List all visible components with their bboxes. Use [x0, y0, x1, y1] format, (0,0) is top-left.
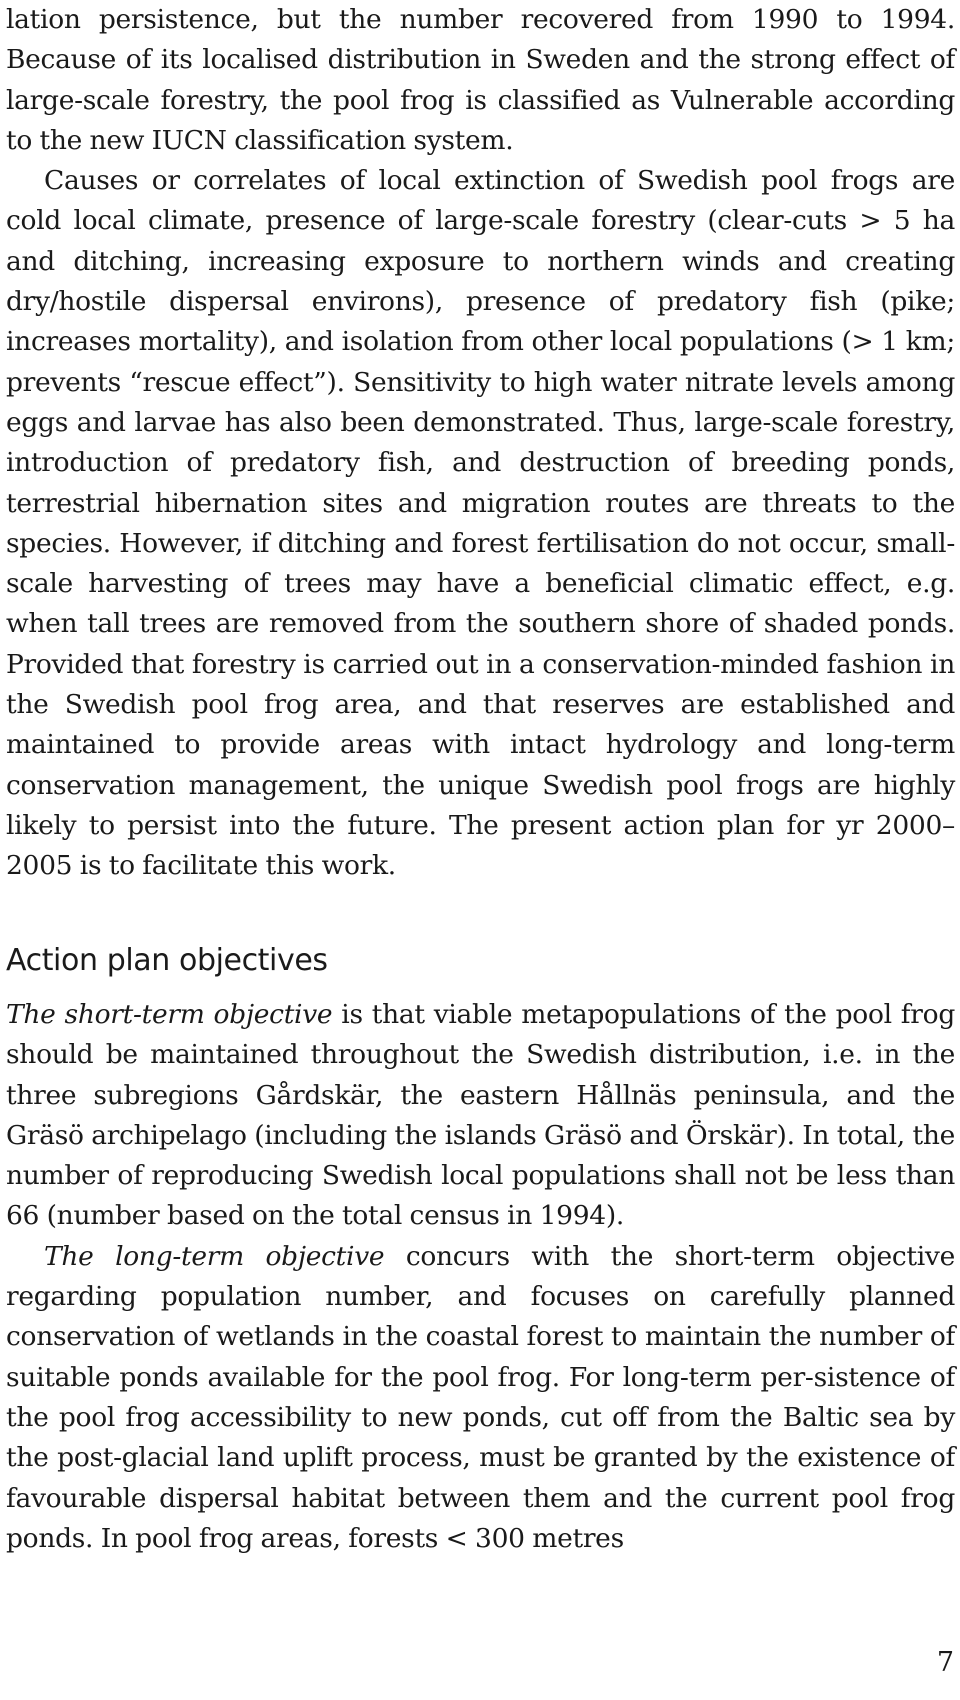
body-text-top — [6, 0, 955, 887]
body-text-objectives — [6, 995, 955, 1559]
page-number: 7 — [936, 1647, 954, 1678]
long-term-lead: The long-term objective — [44, 1240, 385, 1272]
paragraph-continuation: lation persistence, but the number recovered from 1990 to 1994. Because of its localised distribution in Sweden and the strong effect of large-scale forestry, the pool frog is classified as Vulnerable according to the new IUCN classification system. — [6, 4, 955, 156]
section-heading: Action plan objectives — [6, 943, 328, 978]
paragraph-causes: Causes or correlates of local extinction of Swedish pool frogs are cold local climate, presence of large-scale forestry (clear-cuts > 5 ha and ditching, increasing exposure to northern winds and creating dry/hostile dispersal environs), presence of predatory fish (pike; increases mortality), and isolation from other local populations (> 1 km; prevents “rescue effect”). Sensitivity to high water nitrate levels among eggs and larvae has also been demonstrated. Thus, large-scale forestry, introduction of predatory fish, and destruction of breeding ponds, terrestrial hibernation sites and migration routes are threats to the species. However, if ditching and forest fertilisation do not occur, small-scale harvesting of trees may have a beneficial climatic effect, e.g. when tall trees are removed from the southern shore of shaded ponds. Provided that forestry is carried out in a conservation-minded fashion in the Swedish pool frog area, and that reserves are established and maintained to provide areas with intact hydrology and long-term conservation management, the unique Swedish pool frogs are highly likely to persist into the future. The present action plan for yr 2000–2005 is to facilitate this work. — [6, 165, 955, 882]
paragraph-short-term-objective — [6, 995, 955, 1237]
long-term-text: concurs with the short-term objective regarding population number, and focuses on carefully planned conservation of wetlands in the coastal forest to maintain the number of suitable ponds available for the pool frog. For long-term per-sistence of the pool frog accessibility to new ponds, cut off from the Baltic sea by the post-glacial land uplift process, must be granted by the existence of favourable dispersal habitat between them and the current pool frog ponds. In pool frog areas, forests < 300 metres — [6, 1240, 955, 1554]
paragraph-long-term-objective — [6, 1237, 955, 1559]
short-term-text: is that viable metapopulations of the pool frog should be maintained throughout the Swedish distribution, i.e. in the three subregions Gårdskär, the eastern Hållnäs peninsula, and the Gräsö archipelago (including the islands Gräsö and Örskär). In total, the number of reproducing Swedish local populations shall not be less than 66 (number based on the total census in 1994). — [6, 999, 955, 1232]
short-term-lead: The short-term objective — [6, 999, 333, 1030]
